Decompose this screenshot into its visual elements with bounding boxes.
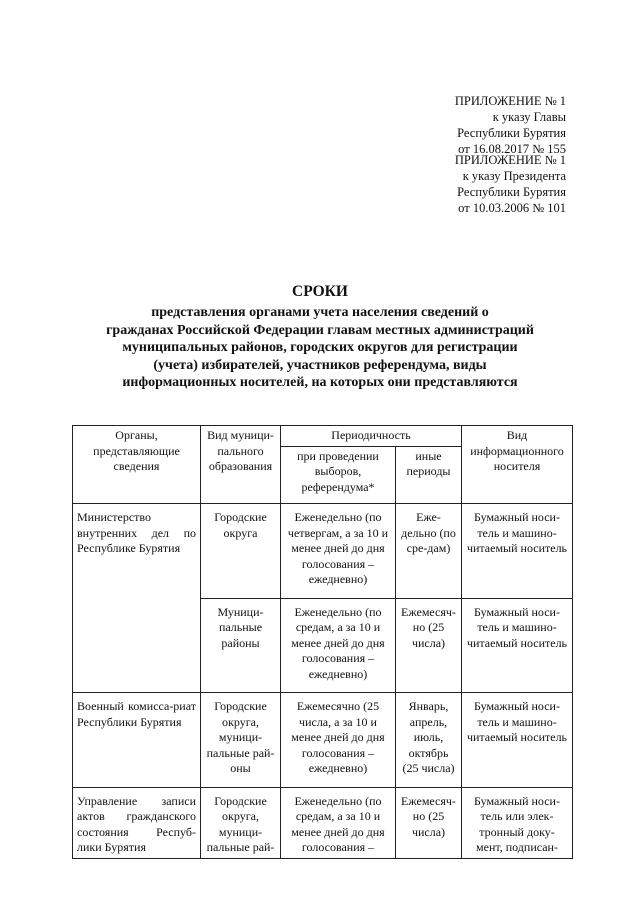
cell-municipality-type: Муници-пальные районы <box>201 598 281 693</box>
header-municipality-type: Вид муници-пального образования <box>201 426 281 504</box>
cell-period-other: Ежемесяч-но (25 числа) <box>396 787 462 858</box>
cell-period-elections: Еженедельно (по средам, а за 10 и менее дней до дня голосования – <box>281 787 396 858</box>
header-organ: Органы, представляющие сведения <box>73 426 201 504</box>
header-periodicity: Периодичность <box>281 426 462 447</box>
table-header-row <box>73 426 573 447</box>
deadlines-table <box>72 425 573 859</box>
cell-municipality-type: Городские округа <box>201 504 281 599</box>
annex-line: от 16.08.2017 № 155 <box>458 142 566 156</box>
cell-period-elections: Ежемесячно (25 числа, а за 10 и менее дней до дня голосования – ежедневно) <box>281 693 396 788</box>
annex-header-current <box>455 93 566 157</box>
table-row <box>73 787 573 858</box>
document-title <box>40 282 600 392</box>
cell-municipality-type: Городские округа, муници-пальные рай-оны <box>201 693 281 788</box>
annex-line: ПРИЛОЖЕНИЕ № 1 <box>454 94 566 108</box>
cell-period-elections: Еженедельно (по средам, а за 10 и менее дней до дня голосования – ежедневно) <box>281 598 396 693</box>
annex-line: Республики Бурятия <box>457 185 566 199</box>
cell-period-other: Ежемесяч-но (25 числа) <box>396 598 462 693</box>
table-row <box>73 693 573 788</box>
title-line: муниципальных районов, городских округов для регистрации <box>122 340 518 355</box>
annex-line: ПРИЛОЖЕНИЕ № 1 <box>454 153 566 167</box>
header-period-elections: при проведении выборов, референдума* <box>281 446 396 504</box>
title-main: СРОКИ <box>292 283 348 300</box>
cell-carrier: Бумажный носи-тель и машино-читаемый носитель <box>462 598 573 693</box>
header-carrier-type: Вид информационного носителя <box>462 426 573 504</box>
cell-period-other: Еже-дельно (по сре-дам) <box>396 504 462 599</box>
cell-organ: Военный комисса-риат Республики Бурятия <box>73 693 201 788</box>
cell-period-other: Январь, апрель, июль, октябрь (25 числа) <box>396 693 462 788</box>
cell-carrier: Бумажный носи-тель и машино-читаемый носитель <box>462 693 573 788</box>
annex-line: к указу Главы <box>492 110 566 124</box>
cell-municipality-type: Городские округа, муници-пальные рай- <box>201 787 281 858</box>
title-line: (учета) избирателей, участников референдума, виды <box>153 357 487 373</box>
header-period-other: иные периоды <box>396 446 462 504</box>
table-row <box>73 504 573 599</box>
title-line: гражданах Российской Федерации главам местных администраций <box>106 322 534 338</box>
cell-carrier: Бумажный носи-тель и машино-читаемый носитель <box>462 504 573 599</box>
cell-organ: Министерство внутренних дел по Республике Бурятия <box>73 504 201 693</box>
annex-header-original <box>455 152 566 216</box>
annex-line: Республики Бурятия <box>457 126 566 140</box>
cell-period-elections: Еженедельно (по четвергам, а за 10 и менее дней до дня голосования – ежедневно) <box>281 504 396 599</box>
annex-line: от 10.03.2006 № 101 <box>458 201 566 215</box>
cell-organ: Управление записи актов гражданского состояния Респуб-лики Бурятия <box>73 787 201 858</box>
cell-carrier: Бумажный носи-тель или элек-тронный доку-мент, подписан- <box>462 787 573 858</box>
title-line: информационных носителей, на которых они представляются <box>122 375 518 390</box>
annex-line: к указу Президента <box>462 169 566 183</box>
title-line: представления органами учета населения сведений о <box>151 305 489 320</box>
